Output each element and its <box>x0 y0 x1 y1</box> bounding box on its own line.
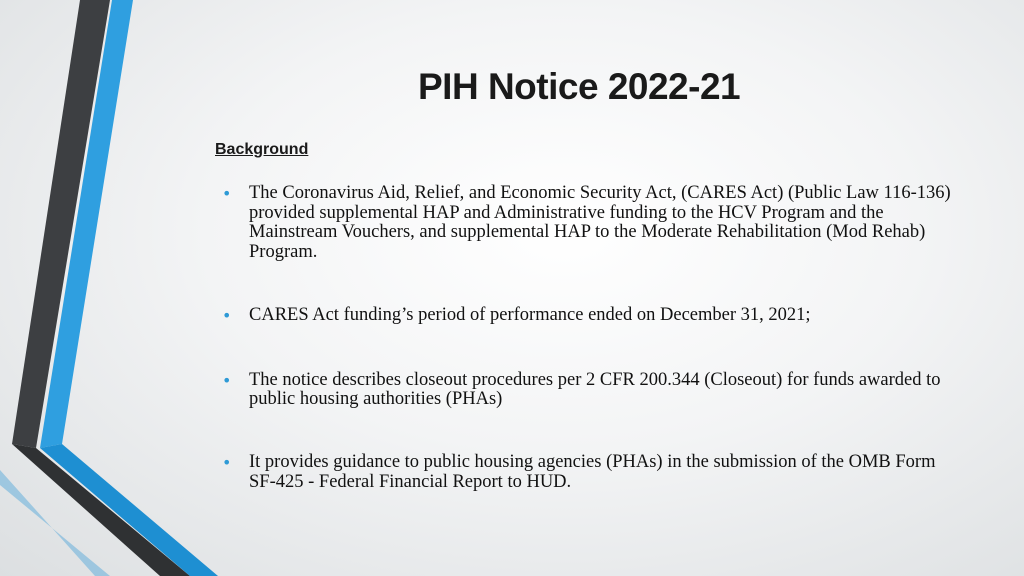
bullet-item <box>222 371 962 410</box>
section-heading: Background <box>215 141 309 158</box>
bullet-dot-icon: • <box>222 184 232 203</box>
bullet-item <box>222 184 962 263</box>
blue-diagonal-stripe <box>40 444 218 576</box>
bullet-list <box>222 184 962 492</box>
slide-title: PIH Notice 2022-21 <box>418 66 741 107</box>
dark-diagonal-stripe <box>12 444 190 576</box>
bullet-text: CARES Act funding’s period of performance ended on December 31, 2021; <box>249 304 811 325</box>
bullet-text: The Coronavirus Aid, Relief, and Economic Security Act, (CARES Act) (Public Law 116-136) provided supplemental HAP and Administrative funding to the HCV Program and the Mainstream Vouchers, and supplemental HAP to the Moderate Rehabilitation (Mod Rehab) Program. <box>249 183 951 263</box>
bullet-item <box>222 453 962 492</box>
bullet-text: It provides guidance to public housing agencies (PHAs) in the submission of the OMB Form SF-425 - Federal Financial Report to HUD. <box>249 451 936 492</box>
bullet-item <box>222 306 962 326</box>
bullet-dot-icon: • <box>222 370 232 390</box>
bullet-dot-icon: • <box>222 452 232 472</box>
bullet-dot-icon: • <box>222 305 232 325</box>
bullet-text: The notice describes closeout procedures per 2 CFR 200.344 (Closeout) for funds awarded to public housing authorities (PHAs) <box>249 369 941 410</box>
